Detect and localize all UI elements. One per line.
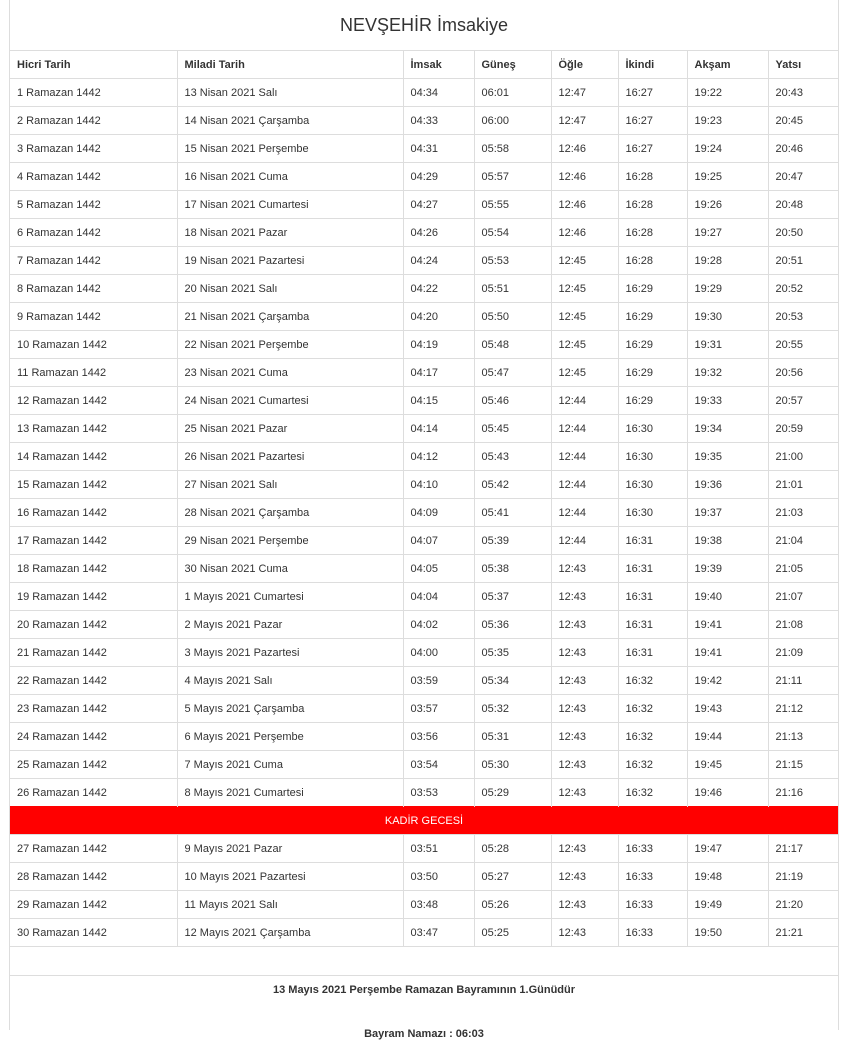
yatsi-cell: 21:03: [768, 499, 838, 527]
gunes-cell: 05:46: [474, 387, 551, 415]
gunes-cell: 05:53: [474, 247, 551, 275]
miladi-cell: 21 Nisan 2021 Çarşamba: [177, 303, 403, 331]
gunes-cell: 05:51: [474, 275, 551, 303]
table-row: [10, 471, 838, 499]
yatsi-cell: 20:48: [768, 191, 838, 219]
hicri-cell: 5 Ramazan 1442: [10, 191, 177, 219]
column-header-imsak: İmsak: [403, 51, 474, 79]
ogle-cell: 12:47: [551, 79, 618, 107]
ikindi-cell: 16:30: [618, 499, 687, 527]
aksam-cell: 19:39: [687, 555, 768, 583]
ogle-cell: 12:44: [551, 387, 618, 415]
gunes-cell: 05:47: [474, 359, 551, 387]
yatsi-cell: 21:08: [768, 611, 838, 639]
aksam-cell: 19:46: [687, 779, 768, 807]
gunes-cell: 05:28: [474, 835, 551, 863]
table-row: [10, 779, 838, 807]
kadir-gecesi-row: [10, 807, 838, 835]
table-row: [10, 499, 838, 527]
miladi-cell: 11 Mayıs 2021 Salı: [177, 891, 403, 919]
imsak-cell: 03:54: [403, 751, 474, 779]
ikindi-cell: 16:30: [618, 471, 687, 499]
gunes-cell: 05:29: [474, 779, 551, 807]
hicri-cell: 3 Ramazan 1442: [10, 135, 177, 163]
aksam-cell: 19:49: [687, 891, 768, 919]
imsak-cell: 04:29: [403, 163, 474, 191]
hicri-cell: 15 Ramazan 1442: [10, 471, 177, 499]
aksam-cell: 19:26: [687, 191, 768, 219]
miladi-cell: 23 Nisan 2021 Cuma: [177, 359, 403, 387]
miladi-cell: 5 Mayıs 2021 Çarşamba: [177, 695, 403, 723]
aksam-cell: 19:30: [687, 303, 768, 331]
ikindi-cell: 16:32: [618, 779, 687, 807]
ikindi-cell: 16:33: [618, 891, 687, 919]
miladi-cell: 30 Nisan 2021 Cuma: [177, 555, 403, 583]
ogle-cell: 12:45: [551, 359, 618, 387]
table-row: [10, 751, 838, 779]
ogle-cell: 12:44: [551, 527, 618, 555]
aksam-cell: 19:45: [687, 751, 768, 779]
yatsi-cell: 21:04: [768, 527, 838, 555]
imsak-cell: 04:33: [403, 107, 474, 135]
aksam-cell: 19:34: [687, 415, 768, 443]
ogle-cell: 12:43: [551, 639, 618, 667]
footer: [10, 975, 838, 1064]
gunes-cell: 05:37: [474, 583, 551, 611]
hicri-cell: 10 Ramazan 1442: [10, 331, 177, 359]
miladi-cell: 10 Mayıs 2021 Pazartesi: [177, 863, 403, 891]
miladi-cell: 6 Mayıs 2021 Perşembe: [177, 723, 403, 751]
table-row: [10, 891, 838, 919]
aksam-cell: 19:43: [687, 695, 768, 723]
hicri-cell: 26 Ramazan 1442: [10, 779, 177, 807]
yatsi-cell: 21:12: [768, 695, 838, 723]
aksam-cell: 19:48: [687, 863, 768, 891]
table-row: [10, 555, 838, 583]
gunes-cell: 05:30: [474, 751, 551, 779]
ogle-cell: 12:44: [551, 499, 618, 527]
aksam-cell: 19:36: [687, 471, 768, 499]
page-title: NEVŞEHİR İmsakiye: [339, 15, 509, 35]
imsak-cell: 04:14: [403, 415, 474, 443]
aksam-cell: 19:41: [687, 611, 768, 639]
hicri-cell: 20 Ramazan 1442: [10, 611, 177, 639]
ikindi-cell: 16:30: [618, 415, 687, 443]
imsak-cell: 03:47: [403, 919, 474, 947]
ogle-cell: 12:45: [551, 303, 618, 331]
table-row: [10, 667, 838, 695]
miladi-cell: 25 Nisan 2021 Pazar: [177, 415, 403, 443]
table-row: [10, 723, 838, 751]
ogle-cell: 12:43: [551, 919, 618, 947]
ikindi-cell: 16:32: [618, 695, 687, 723]
table-row: [10, 163, 838, 191]
column-header-ikindi: İkindi: [618, 51, 687, 79]
ikindi-cell: 16:32: [618, 723, 687, 751]
hicri-cell: 30 Ramazan 1442: [10, 919, 177, 947]
yatsi-cell: 20:52: [768, 275, 838, 303]
ikindi-cell: 16:28: [618, 163, 687, 191]
imsak-cell: 03:57: [403, 695, 474, 723]
yatsi-cell: 21:05: [768, 555, 838, 583]
aksam-cell: 19:35: [687, 443, 768, 471]
aksam-cell: 19:22: [687, 79, 768, 107]
ikindi-cell: 16:29: [618, 275, 687, 303]
miladi-cell: 14 Nisan 2021 Çarşamba: [177, 107, 403, 135]
miladi-cell: 7 Mayıs 2021 Cuma: [177, 751, 403, 779]
ikindi-cell: 16:33: [618, 919, 687, 947]
gunes-cell: 05:25: [474, 919, 551, 947]
column-header-gunes: Güneş: [474, 51, 551, 79]
imsak-cell: 03:48: [403, 891, 474, 919]
ogle-cell: 12:44: [551, 471, 618, 499]
column-header-ogle: Öğle: [551, 51, 618, 79]
yatsi-cell: 21:13: [768, 723, 838, 751]
imsak-cell: 04:04: [403, 583, 474, 611]
ogle-cell: 12:43: [551, 723, 618, 751]
miladi-cell: 18 Nisan 2021 Pazar: [177, 219, 403, 247]
table-row: [10, 863, 838, 891]
miladi-cell: 15 Nisan 2021 Perşembe: [177, 135, 403, 163]
column-header-miladi: Miladi Tarih: [177, 51, 403, 79]
ikindi-cell: 16:31: [618, 611, 687, 639]
gunes-cell: 05:27: [474, 863, 551, 891]
miladi-cell: 9 Mayıs 2021 Pazar: [177, 835, 403, 863]
hicri-cell: 12 Ramazan 1442: [10, 387, 177, 415]
bayram-text: 13 Mayıs 2021 Perşembe Ramazan Bayramının 1.Günüdür: [272, 983, 576, 996]
aksam-cell: 19:23: [687, 107, 768, 135]
imsak-cell: 04:26: [403, 219, 474, 247]
gunes-cell: 05:31: [474, 723, 551, 751]
ikindi-cell: 16:28: [618, 191, 687, 219]
gunes-cell: 05:48: [474, 331, 551, 359]
ikindi-cell: 16:29: [618, 303, 687, 331]
miladi-cell: 22 Nisan 2021 Perşembe: [177, 331, 403, 359]
column-header-yatsi: Yatsı: [768, 51, 838, 79]
table-row: [10, 527, 838, 555]
aksam-cell: 19:37: [687, 499, 768, 527]
yatsi-cell: 20:56: [768, 359, 838, 387]
imsak-cell: 03:51: [403, 835, 474, 863]
miladi-cell: 17 Nisan 2021 Cumartesi: [177, 191, 403, 219]
gunes-cell: 05:50: [474, 303, 551, 331]
gunes-cell: 06:00: [474, 107, 551, 135]
table-row: [10, 331, 838, 359]
hicri-cell: 8 Ramazan 1442: [10, 275, 177, 303]
ikindi-cell: 16:33: [618, 835, 687, 863]
table-row: [10, 79, 838, 107]
yatsi-cell: 21:01: [768, 471, 838, 499]
ikindi-cell: 16:27: [618, 79, 687, 107]
table-row: [10, 695, 838, 723]
imsak-cell: 04:07: [403, 527, 474, 555]
yatsi-cell: 21:09: [768, 639, 838, 667]
table-row: [10, 135, 838, 163]
aksam-cell: 19:33: [687, 387, 768, 415]
imsak-cell: 04:19: [403, 331, 474, 359]
miladi-cell: 3 Mayıs 2021 Pazartesi: [177, 639, 403, 667]
yatsi-cell: 21:20: [768, 891, 838, 919]
aksam-cell: 19:38: [687, 527, 768, 555]
table-row: [10, 415, 838, 443]
hicri-cell: 23 Ramazan 1442: [10, 695, 177, 723]
table-row: [10, 443, 838, 471]
hicri-cell: 7 Ramazan 1442: [10, 247, 177, 275]
yatsi-cell: 20:43: [768, 79, 838, 107]
hicri-cell: 19 Ramazan 1442: [10, 583, 177, 611]
imsak-cell: 04:17: [403, 359, 474, 387]
ogle-cell: 12:46: [551, 219, 618, 247]
aksam-cell: 19:32: [687, 359, 768, 387]
table-row: [10, 611, 838, 639]
hicri-cell: 2 Ramazan 1442: [10, 107, 177, 135]
ogle-cell: 12:43: [551, 751, 618, 779]
ogle-cell: 12:43: [551, 611, 618, 639]
gunes-cell: 05:57: [474, 163, 551, 191]
imsak-cell: 04:15: [403, 387, 474, 415]
ikindi-cell: 16:27: [618, 107, 687, 135]
yatsi-cell: 20:51: [768, 247, 838, 275]
ogle-cell: 12:43: [551, 835, 618, 863]
ikindi-cell: 16:31: [618, 639, 687, 667]
imsak-cell: 04:10: [403, 471, 474, 499]
miladi-cell: 26 Nisan 2021 Pazartesi: [177, 443, 403, 471]
imsak-cell: 04:24: [403, 247, 474, 275]
yatsi-cell: 21:15: [768, 751, 838, 779]
ikindi-cell: 16:31: [618, 583, 687, 611]
imsak-cell: 04:12: [403, 443, 474, 471]
hicri-cell: 24 Ramazan 1442: [10, 723, 177, 751]
yatsi-cell: 20:47: [768, 163, 838, 191]
hicri-cell: 21 Ramazan 1442: [10, 639, 177, 667]
aksam-cell: 19:47: [687, 835, 768, 863]
blank-cell: [10, 947, 838, 975]
aksam-cell: 19:29: [687, 275, 768, 303]
aksam-cell: 19:25: [687, 163, 768, 191]
hicri-cell: 11 Ramazan 1442: [10, 359, 177, 387]
ogle-cell: 12:43: [551, 695, 618, 723]
miladi-cell: 19 Nisan 2021 Pazartesi: [177, 247, 403, 275]
ogle-cell: 12:46: [551, 135, 618, 163]
imsak-cell: 03:53: [403, 779, 474, 807]
miladi-cell: 24 Nisan 2021 Cumartesi: [177, 387, 403, 415]
table-row: [10, 359, 838, 387]
gunes-cell: 05:41: [474, 499, 551, 527]
ikindi-cell: 16:30: [618, 443, 687, 471]
ikindi-cell: 16:32: [618, 751, 687, 779]
imsak-cell: 04:09: [403, 499, 474, 527]
gunes-cell: 06:01: [474, 79, 551, 107]
yatsi-cell: 21:16: [768, 779, 838, 807]
gunes-cell: 05:43: [474, 443, 551, 471]
hicri-cell: 16 Ramazan 1442: [10, 499, 177, 527]
aksam-cell: 19:50: [687, 919, 768, 947]
table-row: [10, 303, 838, 331]
hicri-cell: 6 Ramazan 1442: [10, 219, 177, 247]
ikindi-cell: 16:29: [618, 387, 687, 415]
column-header-aksam: Akşam: [687, 51, 768, 79]
hicri-cell: 18 Ramazan 1442: [10, 555, 177, 583]
gunes-cell: 05:32: [474, 695, 551, 723]
yatsi-cell: 20:57: [768, 387, 838, 415]
miladi-cell: 12 Mayıs 2021 Çarşamba: [177, 919, 403, 947]
aksam-cell: 19:27: [687, 219, 768, 247]
imsakiye-panel: [9, 0, 839, 1040]
blank-row: [10, 947, 838, 975]
gunes-cell: 05:39: [474, 527, 551, 555]
hicri-cell: 22 Ramazan 1442: [10, 667, 177, 695]
table-row: [10, 219, 838, 247]
imsak-cell: 04:20: [403, 303, 474, 331]
table-row: [10, 191, 838, 219]
ogle-cell: 12:43: [551, 863, 618, 891]
table-row: [10, 835, 838, 863]
ikindi-cell: 16:27: [618, 135, 687, 163]
ogle-cell: 12:43: [551, 555, 618, 583]
yatsi-cell: 20:46: [768, 135, 838, 163]
ogle-cell: 12:45: [551, 331, 618, 359]
miladi-cell: 4 Mayıs 2021 Salı: [177, 667, 403, 695]
table-row: [10, 275, 838, 303]
gunes-cell: 05:55: [474, 191, 551, 219]
yatsi-cell: 20:59: [768, 415, 838, 443]
gunes-cell: 05:36: [474, 611, 551, 639]
miladi-cell: 20 Nisan 2021 Salı: [177, 275, 403, 303]
yatsi-cell: 21:19: [768, 863, 838, 891]
ogle-cell: 12:44: [551, 415, 618, 443]
table-row: [10, 247, 838, 275]
imsak-cell: 03:59: [403, 667, 474, 695]
table-row: [10, 583, 838, 611]
gunes-cell: 05:34: [474, 667, 551, 695]
hicri-cell: 4 Ramazan 1442: [10, 163, 177, 191]
hicri-cell: 28 Ramazan 1442: [10, 863, 177, 891]
ogle-cell: 12:47: [551, 107, 618, 135]
imsak-cell: 04:05: [403, 555, 474, 583]
hicri-cell: 29 Ramazan 1442: [10, 891, 177, 919]
prayer-times-table: [10, 50, 838, 975]
table-body: [10, 79, 838, 975]
ogle-cell: 12:43: [551, 891, 618, 919]
aksam-cell: 19:44: [687, 723, 768, 751]
yatsi-cell: 21:00: [768, 443, 838, 471]
yatsi-cell: 21:17: [768, 835, 838, 863]
ogle-cell: 12:43: [551, 779, 618, 807]
ikindi-cell: 16:28: [618, 219, 687, 247]
miladi-cell: 28 Nisan 2021 Çarşamba: [177, 499, 403, 527]
table-row: [10, 639, 838, 667]
ogle-cell: 12:43: [551, 583, 618, 611]
yatsi-cell: 20:50: [768, 219, 838, 247]
column-header-hicri: Hicri Tarih: [10, 51, 177, 79]
imsak-cell: 04:22: [403, 275, 474, 303]
table-row: [10, 919, 838, 947]
imsak-cell: 04:02: [403, 611, 474, 639]
aksam-cell: 19:31: [687, 331, 768, 359]
gunes-cell: 05:26: [474, 891, 551, 919]
yatsi-cell: 21:07: [768, 583, 838, 611]
table-row: [10, 107, 838, 135]
hicri-cell: 27 Ramazan 1442: [10, 835, 177, 863]
gunes-cell: 05:42: [474, 471, 551, 499]
miladi-cell: 16 Nisan 2021 Cuma: [177, 163, 403, 191]
hicri-cell: 1 Ramazan 1442: [10, 79, 177, 107]
miladi-cell: 1 Mayıs 2021 Cumartesi: [177, 583, 403, 611]
ikindi-cell: 16:28: [618, 247, 687, 275]
aksam-cell: 19:40: [687, 583, 768, 611]
ikindi-cell: 16:29: [618, 359, 687, 387]
gunes-cell: 05:35: [474, 639, 551, 667]
imsak-cell: 04:27: [403, 191, 474, 219]
yatsi-cell: 21:21: [768, 919, 838, 947]
ogle-cell: 12:45: [551, 247, 618, 275]
yatsi-cell: 20:45: [768, 107, 838, 135]
miladi-cell: 27 Nisan 2021 Salı: [177, 471, 403, 499]
hicri-cell: 9 Ramazan 1442: [10, 303, 177, 331]
table-header-row: [10, 51, 838, 79]
ogle-cell: 12:46: [551, 163, 618, 191]
hicri-cell: 17 Ramazan 1442: [10, 527, 177, 555]
imsak-cell: 04:34: [403, 79, 474, 107]
aksam-cell: 19:28: [687, 247, 768, 275]
kadir-gecesi-label: KADİR GECESİ: [10, 807, 838, 835]
miladi-cell: 13 Nisan 2021 Salı: [177, 79, 403, 107]
ikindi-cell: 16:32: [618, 667, 687, 695]
hicri-cell: 13 Ramazan 1442: [10, 415, 177, 443]
ikindi-cell: 16:33: [618, 863, 687, 891]
miladi-cell: 29 Nisan 2021 Perşembe: [177, 527, 403, 555]
ikindi-cell: 16:31: [618, 527, 687, 555]
yatsi-cell: 20:53: [768, 303, 838, 331]
ogle-cell: 12:43: [551, 667, 618, 695]
bayram-namazi-text: Bayram Namazı : 06:03: [364, 1027, 484, 1040]
imsak-cell: 03:50: [403, 863, 474, 891]
yatsi-cell: 20:55: [768, 331, 838, 359]
gunes-cell: 05:54: [474, 219, 551, 247]
imsak-cell: 03:56: [403, 723, 474, 751]
ogle-cell: 12:44: [551, 443, 618, 471]
hicri-cell: 25 Ramazan 1442: [10, 751, 177, 779]
aksam-cell: 19:24: [687, 135, 768, 163]
gunes-cell: 05:58: [474, 135, 551, 163]
ikindi-cell: 16:29: [618, 331, 687, 359]
imsak-cell: 04:31: [403, 135, 474, 163]
hicri-cell: 14 Ramazan 1442: [10, 443, 177, 471]
aksam-cell: 19:41: [687, 639, 768, 667]
imsak-cell: 04:00: [403, 639, 474, 667]
gunes-cell: 05:38: [474, 555, 551, 583]
table-row: [10, 387, 838, 415]
aksam-cell: 19:42: [687, 667, 768, 695]
miladi-cell: 2 Mayıs 2021 Pazar: [177, 611, 403, 639]
ikindi-cell: 16:31: [618, 555, 687, 583]
gunes-cell: 05:45: [474, 415, 551, 443]
ogle-cell: 12:45: [551, 275, 618, 303]
ogle-cell: 12:46: [551, 191, 618, 219]
yatsi-cell: 21:11: [768, 667, 838, 695]
miladi-cell: 8 Mayıs 2021 Cumartesi: [177, 779, 403, 807]
